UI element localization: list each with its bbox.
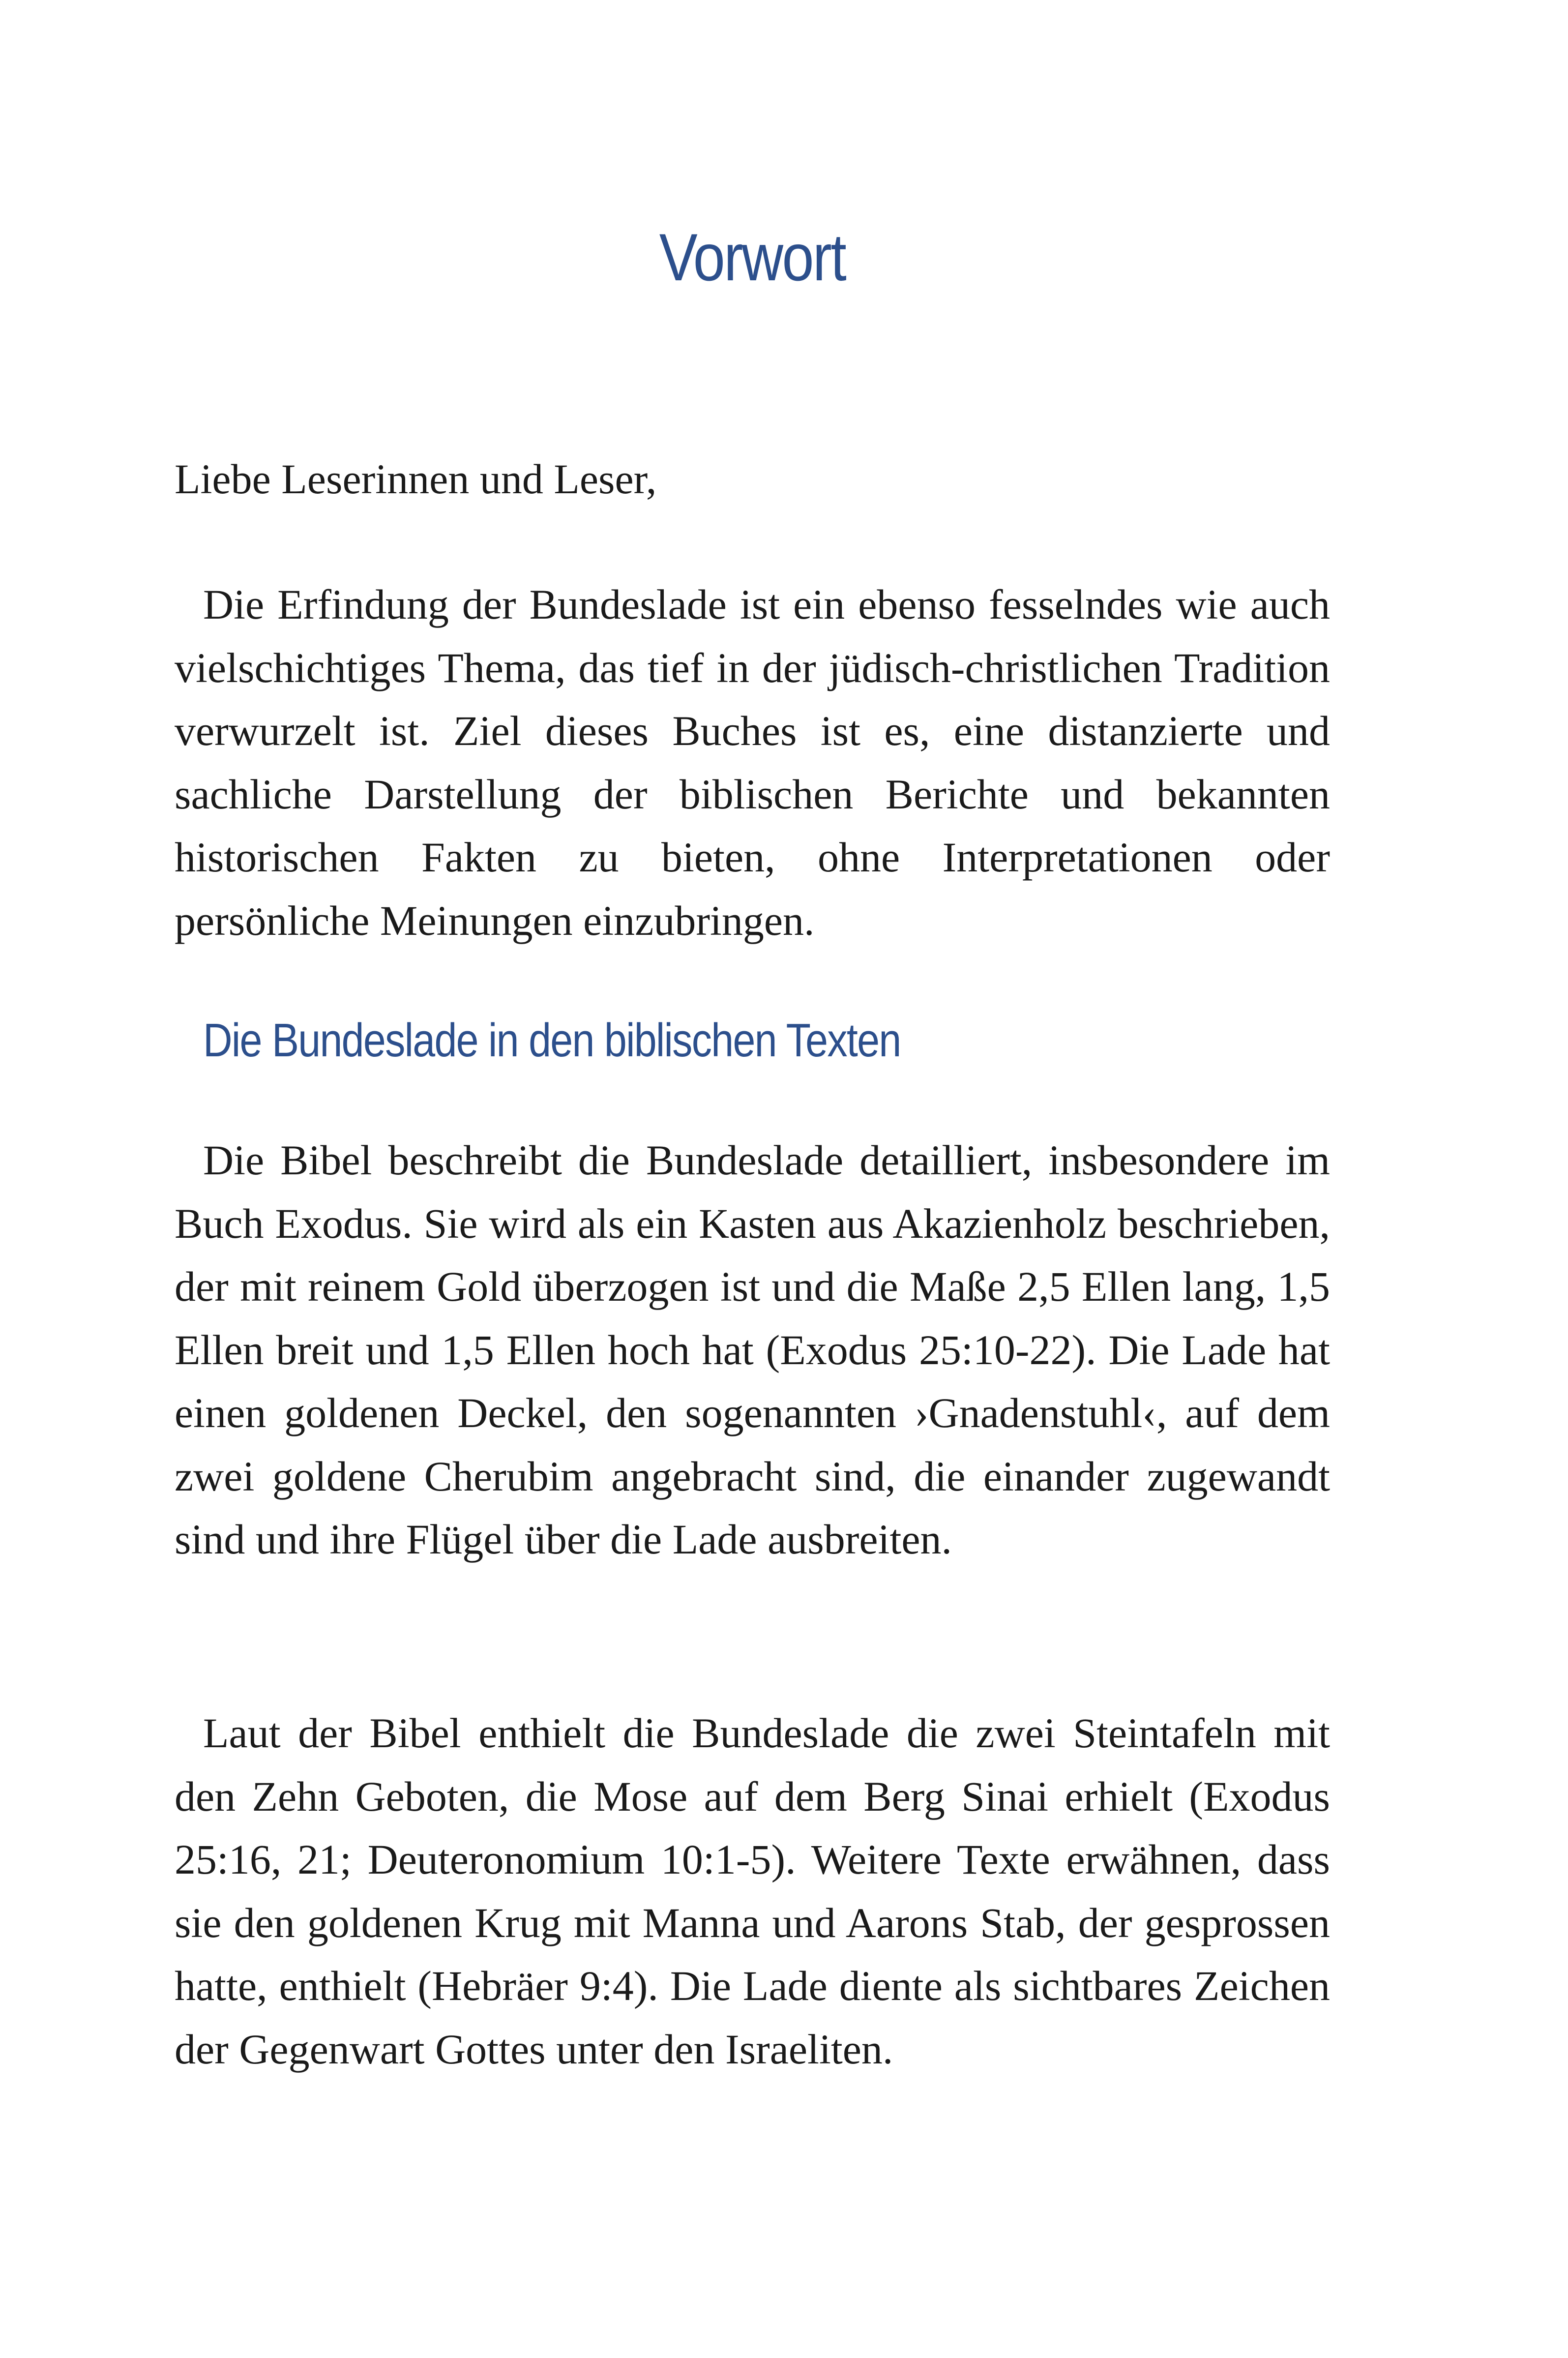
book-page (175, 0, 1330, 2358)
salutation: Liebe Leserinnen und Leser, (175, 455, 657, 503)
body-paragraph-1: Die Bibel beschreibt die Bundeslade detailliert, insbesondere im Buch Exodus. Sie wird als ein Kasten aus Akazienholz beschrieben, der mit reinem Gold überzogen ist und die Maße 2,5 Ellen lang, 1,5 Ellen breit und 1,5 Ellen hoch hat (Exodus 25:10-22). Die Lade hat einen goldenen Deckel, den sogenannten ›Gnadenstuhl‹, auf dem zwei goldene Cherubim angebracht sind, die einander zugewandt sind und ihre Flügel über die Lade ausbreiten. (175, 1136, 1330, 1563)
intro-paragraph: Die Erfindung der Bundeslade ist ein ebenso fesselndes wie auch vielschichtiges Thema, das tief in der jüdisch-christlichen Tradition verwurzelt ist. Ziel dieses Buches ist es, eine distanzierte und sachliche Darstellung der biblischen Berichte und bekannten historischen Fakten zu bieten, ohne Interpretationen oder persönliche Meinungen einzubringen. (175, 581, 1330, 944)
body-paragraph-2: Laut der Bibel enthielt die Bundeslade die zwei Steintafeln mit den Zehn Geboten, die Mose auf dem Berg Sinai erhielt (Exodus 25:16, 21; Deuteronomium 10:1-5). Weitere Texte erwähnen, dass sie den goldenen Krug mit Manna und Aarons Stab, der gesprossen hatte, enthielt (Hebräer 9:4). Die Lade diente als sichtbares Zeichen der Gegenwart Gottes unter den Israeliten. (175, 1709, 1330, 2073)
chapter-title: Vorwort (659, 220, 846, 295)
section-heading: Die Bundeslade in den biblischen Texten (203, 1014, 901, 1067)
